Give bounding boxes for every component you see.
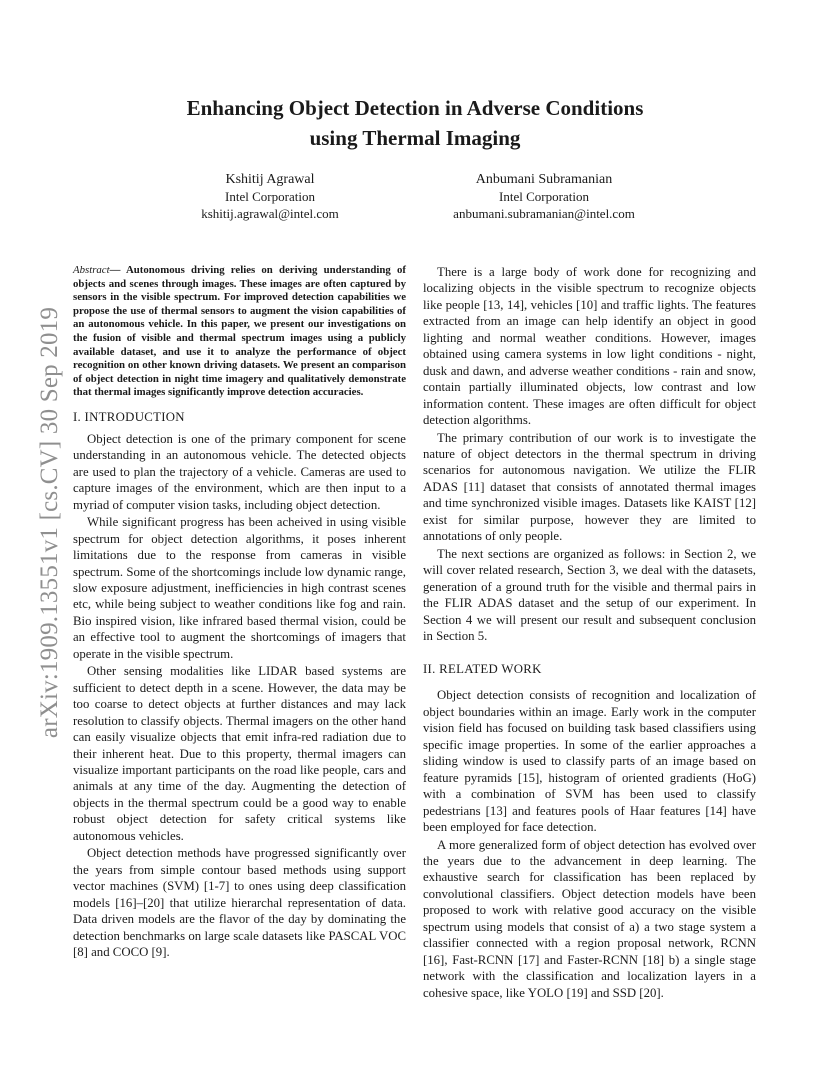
author-affiliation: Intel Corporation	[225, 189, 315, 204]
section-heading-introduction: I. INTRODUCTION	[73, 409, 185, 424]
intro-paragraph-4: Object detection methods have progressed significantly over the years from simple contour based methods using support vector machines (SVM) [1-7] to ones using deep classification models [16]–[20] that utilize hierarchal representation of data. Data driven models are the flavor of the day by dominating the detection benchmarks on large scale datasets like PASCAL VOC [8] and COCO [9].	[73, 846, 406, 959]
related-paragraph-2: A more generalized form of object detection has evolved over the years due to the advancement in deep learning. The exhaustive search for classification has been replaced by convolutional classifiers. Object detection models have been proposed to work with relative good accuracy on the visible spectrum using models that consist of a) a two stage system a classifier connected with a region proposal network, RCNN [16], Fast-RCNN [17] and Faster-RCNN [18] b) a single stage network with the classification and localization layers in a cohesive space, like YOLO [19] and SSD [20].	[423, 837, 756, 1000]
intro-paragraph-3: Other sensing modalities like LIDAR based systems are sufficient to detect depth in a scene. However, the data may be too coarse to detect objects at further distances and may lack resolution to classify objects. Thermal imagers on the other hand can easily visualize objects that emit infra-red radiation due to their inherent heat. Due to this property, thermal imagers can visualize important participants on the road like people, cars and animals at any time of the day. Augmenting the detection of objects in the thermal spectrum could be a good way to enable robust object detection for safety critical systems like autonomous vehicles.	[73, 664, 406, 843]
abstract-text: — Autonomous driving relies on deriving understanding of objects and scenes through images. These images are often captured by sensors in the visible spectrum. For improved detection capabilities we propose the use of thermal sensors to augment the vision capabilities of an autonomous vehicle. In this paper, we present our investigations on the fusion of visible and thermal spectrum images using a publicly available dataset, and use it to analyze the performance of object recognition on other known driving datasets. We present an comparison of object detection in night time imagery and qualitatively demonstrate that thermal images significantly improve detection accuracies.	[73, 264, 406, 399]
author-name: Anbumani Subramanian	[475, 172, 613, 187]
intro-paragraph-5: There is a large body of work done for recognizing and localizing objects in the visible spectrum to recognize objects like people [13, 14], vehicles [10] and traffic lights. The features extracted from an image can help identify an object in good lighting and normal weather conditions. However, images obtained using camera systems in low light conditions - night, dusk and dawn, and adverse weather conditions - rain and snow, contain partially illuminated objects, low contrast and low information content. These images are often difficult for object detection algorithms.	[423, 265, 756, 428]
right-column	[423, 264, 756, 1001]
author-email: kshitij.agrawal@intel.com	[201, 206, 339, 221]
abstract-label: Abstract	[73, 264, 110, 276]
paper-title	[100, 93, 730, 153]
intro-paragraph-2: While significant progress has been acheived in using visible spectrum for object detection algorithms, it poses inherent limitations due to the response from cameras in visible spectrum. Some of the shortcomings include low dynamic range, slow exposure adjustment, inefficiencies in high contrast scenes etc, while being subject to weather conditions like fog and rain. Bio inspired vision, like infrared based thermal vision, could be an effective tool to augment the shortcomings of imagers that operate in the visible spectrum.	[73, 515, 406, 661]
author-block-1	[140, 171, 400, 222]
author-affiliation: Intel Corporation	[499, 189, 589, 204]
title-line-2: using Thermal Imaging	[309, 126, 521, 150]
author-email: anbumani.subramanian@intel.com	[453, 206, 635, 221]
left-column	[73, 264, 406, 960]
abstract	[73, 264, 406, 400]
intro-paragraph-1: Object detection is one of the primary component for scene understanding in an autonomous vehicle. The detected objects are used to plan the trajectory of a vehicle. Cameras are used to capture images of the environment, which are then input to a myriad of computer vision tasks, including object detection.	[73, 431, 406, 512]
intro-paragraph-7: The next sections are organized as follows: in Section 2, we will cover related research, Section 3, we deal with the datasets, generation of a ground truth for the visible and thermal pairs in the FLIR ADAS dataset and the setup of our experiment. In Section 4 we will present our result and subsequent conclusion in Section 5.	[423, 546, 756, 643]
author-name: Kshitij Agrawal	[225, 172, 315, 187]
title-line-1: Enhancing Object Detection in Adverse Conditions	[186, 96, 644, 120]
related-paragraph-1: Object detection consists of recognition and localization of object boundaries within an image. Early work in the computer vision field has focused on building task based classifiers using specific image properties. In some of the earlier approaches a sliding window is used to classify parts of an image based on feature pyramids [15], histogram of oriented gradients (HoG) with a combination of SVM has been used to classify pedestrians [13] and features pools of Haar features [14] have been employed for face detection.	[423, 688, 756, 835]
intro-paragraph-6: The primary contribution of our work is to investigate the nature of object detectors in the thermal spectrum in driving scenarios for autonomous navigation. We utilize the FLIR ADAS [11] dataset that consists of annotated thermal images and time synchronized visible images. Datasets like KAIST [12] exist for similar purpose, however they are limited to annotations of only people.	[423, 430, 756, 544]
author-block-2	[414, 171, 674, 222]
arxiv-sidebar	[14, 285, 63, 760]
arxiv-id-label: arXiv:1909.13551v1 [cs.CV] 30 Sep 2019	[36, 306, 63, 739]
section-heading-related-work: II. RELATED WORK	[423, 662, 542, 677]
